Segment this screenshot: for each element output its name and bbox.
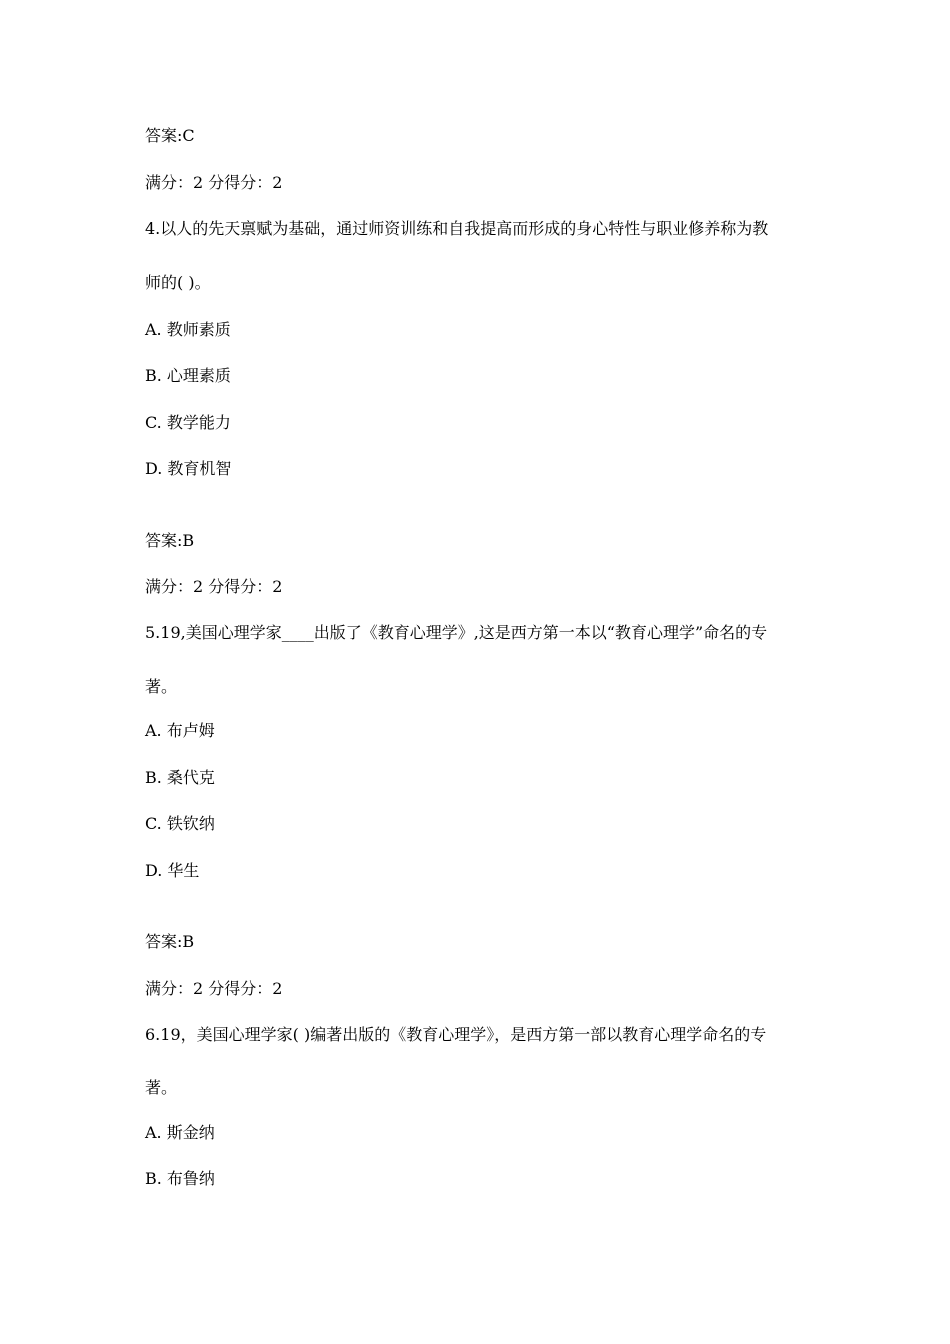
question-4-line-2: 师的( )。: [145, 273, 211, 292]
question-5-line-1: 5.19,美国心理学家____出版了《教育心理学》,这是西方第一本以“教育心理学”命名的专: [145, 623, 768, 642]
question-5-option-b: B. 桑代克: [145, 768, 215, 787]
score-line: 满分：2 分得分：2: [145, 173, 283, 192]
question-6-option-b: B. 布鲁纳: [145, 1169, 215, 1188]
question-4-score: 满分：2 分得分：2: [145, 577, 283, 596]
question-4-option-a: A. 教师素质: [145, 320, 231, 339]
question-5-score: 满分：2 分得分：2: [145, 979, 283, 998]
question-5-line-2: 著。: [145, 677, 178, 696]
question-4-option-c: C. 教学能力: [145, 413, 231, 432]
question-5-option-d: D. 华生: [145, 861, 200, 880]
question-4-option-b: B. 心理素质: [145, 366, 231, 385]
question-5-answer: 答案:B: [145, 932, 195, 951]
question-6-line-2: 著。: [145, 1078, 178, 1097]
question-4-option-d: D. 教育机智: [145, 459, 232, 478]
question-5-option-c: C. 铁钦纳: [145, 814, 215, 833]
question-6-option-a: A. 斯金纳: [145, 1123, 215, 1142]
question-4-answer: 答案:B: [145, 531, 195, 550]
question-5-option-a: A. 布卢姆: [145, 721, 215, 740]
question-4-line-1: 4.以人的先天禀赋为基础，通过师资训练和自我提高而形成的身心特性与职业修养称为教: [145, 219, 769, 238]
answer-line: 答案:C: [145, 126, 195, 145]
question-6-line-1: 6.19，美国心理学家( )编著出版的《教育心理学》，是西方第一部以教育心理学命名的专: [145, 1025, 767, 1044]
